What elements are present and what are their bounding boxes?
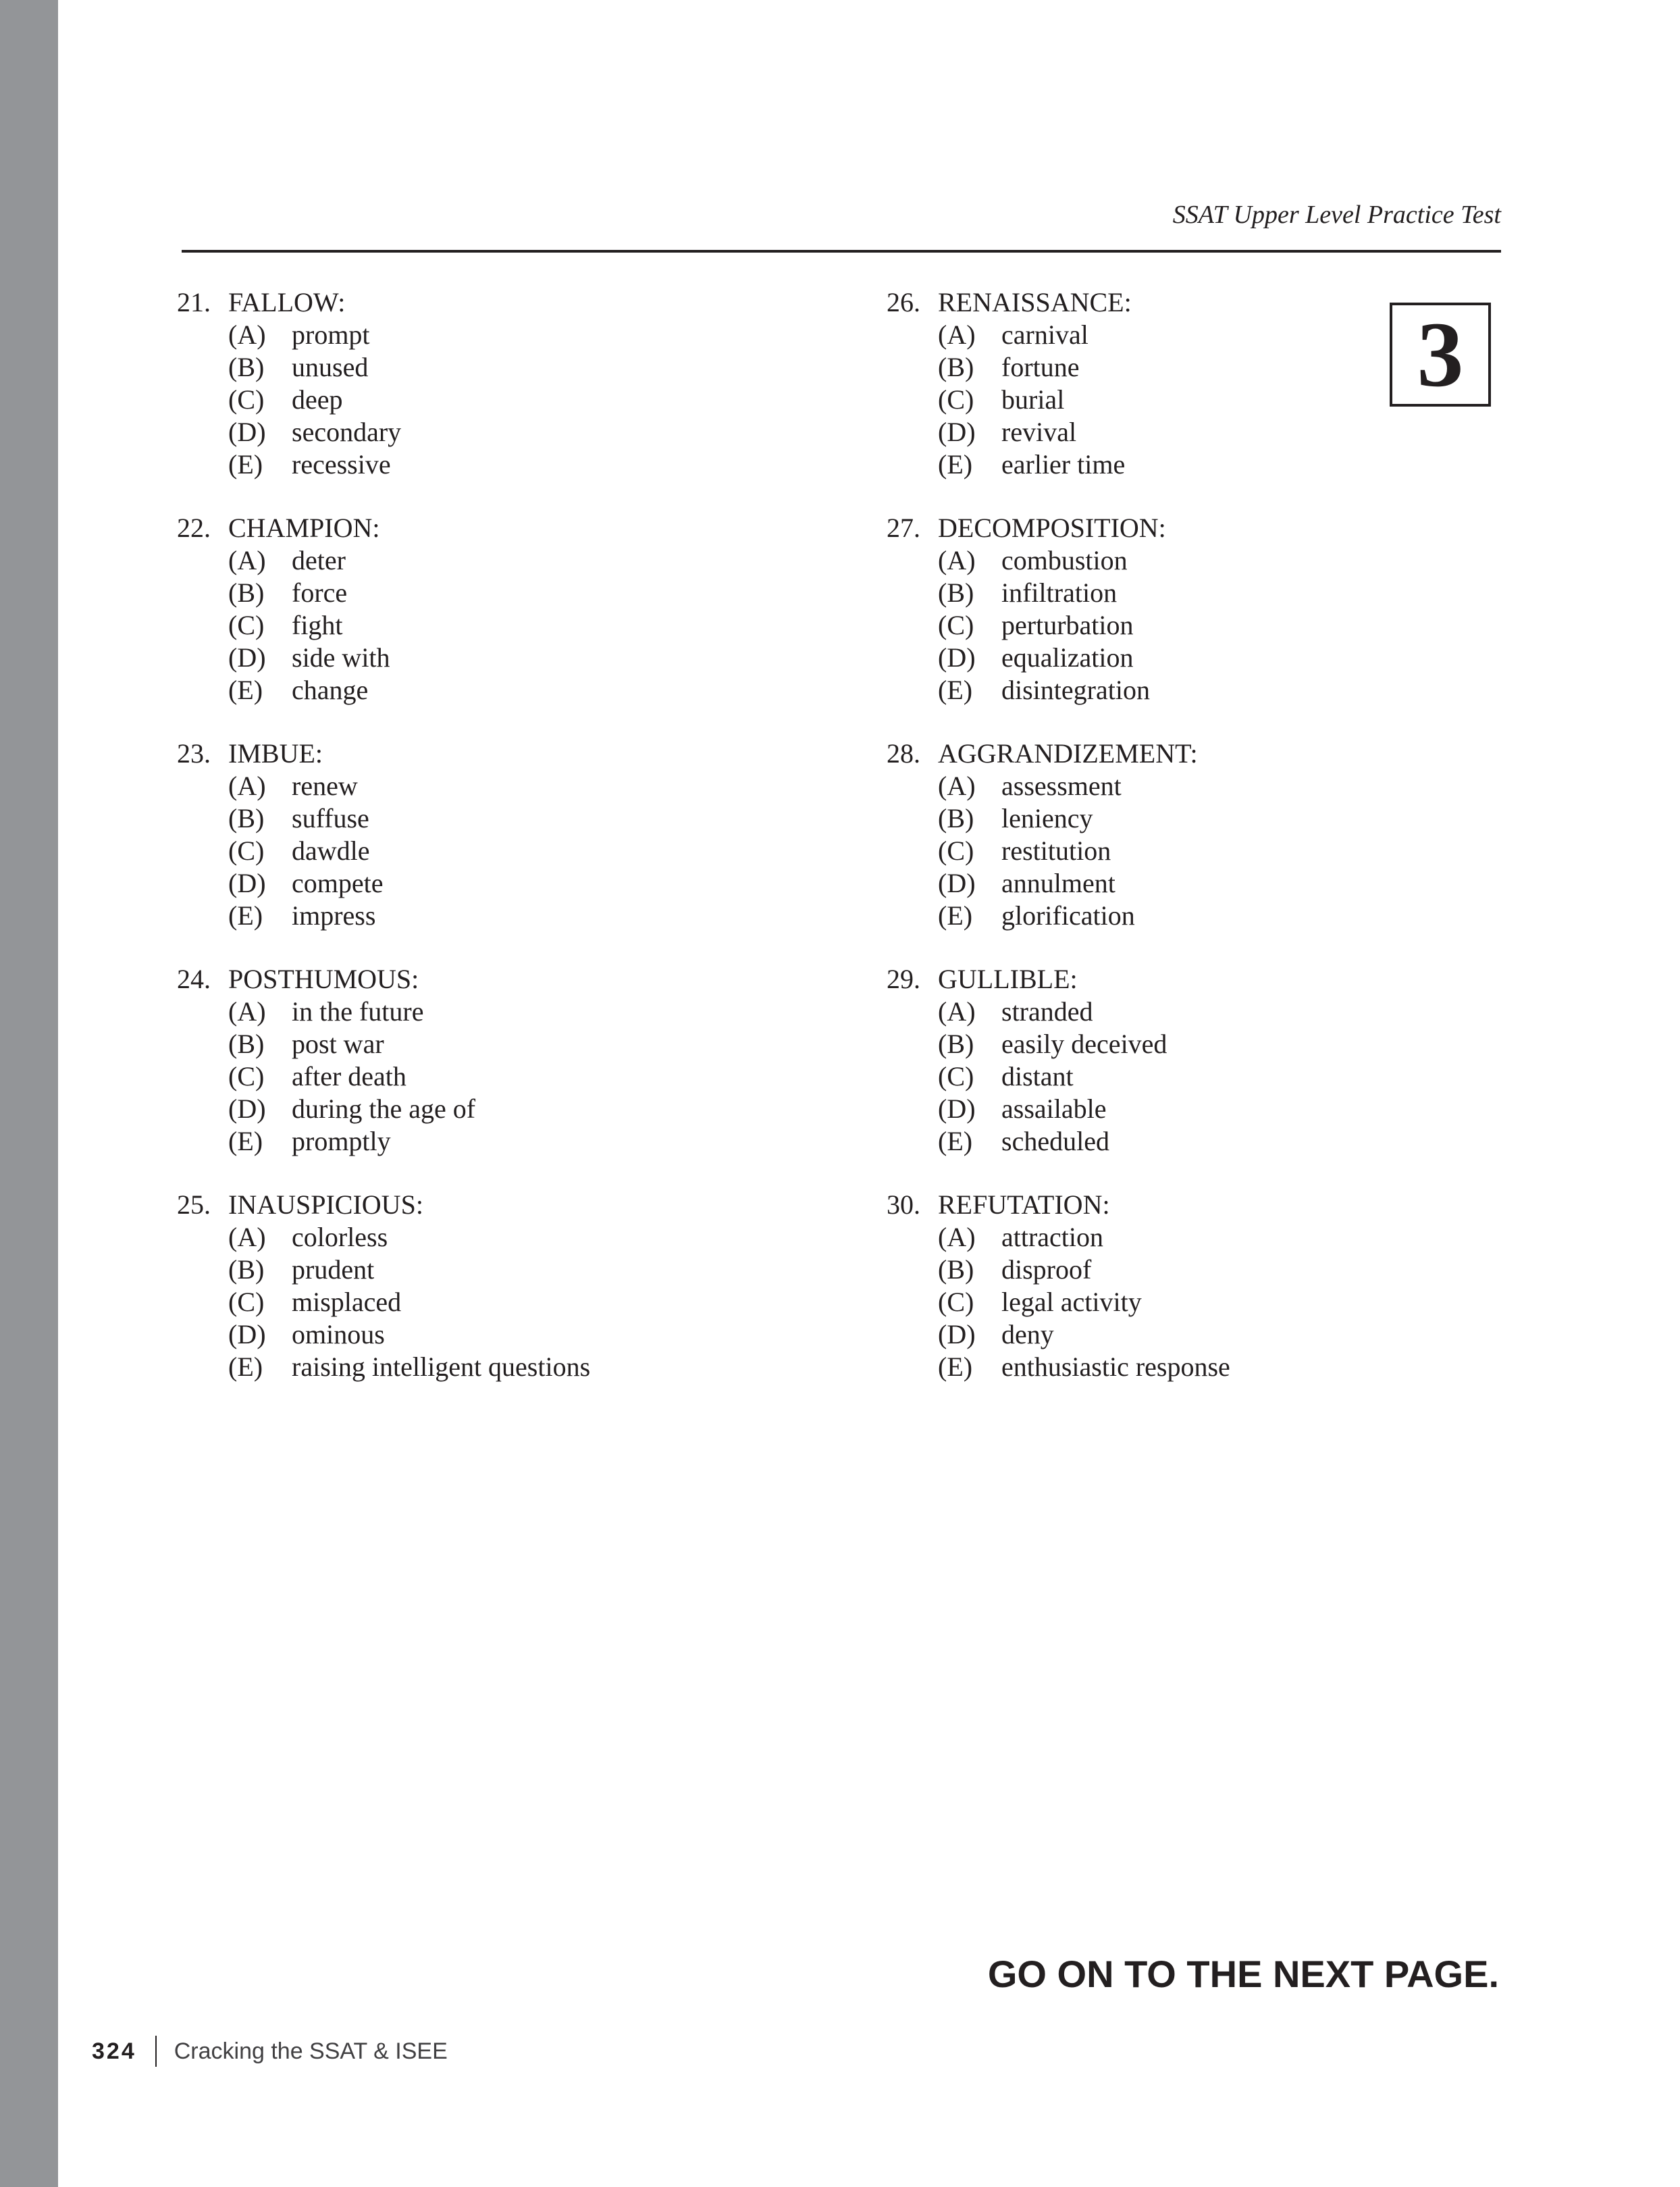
choice-text: promptly — [292, 1126, 391, 1156]
question-item — [177, 286, 590, 481]
choice-letter: (B) — [228, 1254, 265, 1285]
answer-choice — [938, 1060, 1230, 1093]
answer-choice — [228, 867, 590, 900]
choice-text: infiltration — [1001, 577, 1118, 608]
header-rule — [182, 250, 1501, 253]
answer-choice — [228, 1221, 590, 1254]
question-item — [887, 1189, 1230, 1383]
choice-letter: (C) — [228, 610, 265, 640]
answer-choice — [938, 674, 1230, 706]
question-word: RENAISSANCE: — [938, 287, 1132, 317]
question-word: INAUSPICIOUS: — [228, 1189, 423, 1220]
answer-choice — [938, 1125, 1230, 1158]
choice-letter: (B) — [228, 1029, 265, 1059]
choice-text: colorless — [292, 1222, 388, 1252]
question-word: REFUTATION: — [938, 1189, 1110, 1220]
choice-letter: (E) — [938, 900, 973, 931]
question-number: 21. — [177, 287, 211, 317]
question-item — [887, 286, 1230, 481]
question-word: FALLOW: — [228, 287, 346, 317]
choice-letter: (C) — [228, 1287, 265, 1317]
choice-text: suffuse — [292, 803, 369, 833]
question-number: 26. — [887, 287, 920, 317]
choice-text: revival — [1001, 417, 1077, 447]
choice-letter: (B) — [938, 352, 974, 382]
answer-choice — [938, 1254, 1230, 1286]
answer-choice — [228, 1318, 590, 1351]
answer-choice — [938, 448, 1230, 481]
choice-text: stranded — [1001, 996, 1093, 1027]
question-item — [887, 963, 1230, 1158]
question-stem — [177, 286, 590, 319]
question-stem — [887, 963, 1230, 996]
choice-letter: (D) — [228, 1319, 266, 1349]
answer-choice — [938, 577, 1230, 609]
choice-text: enthusiastic response — [1001, 1352, 1230, 1382]
choice-letter: (A) — [938, 771, 976, 801]
question-column-left — [177, 286, 590, 1414]
question-word: GULLIBLE: — [938, 964, 1078, 994]
question-stem — [887, 1189, 1230, 1221]
choice-text: scheduled — [1001, 1126, 1109, 1156]
choice-text: deny — [1001, 1319, 1054, 1349]
choice-letter: (D) — [938, 1094, 976, 1124]
answer-choice — [228, 1093, 590, 1125]
choice-letter: (D) — [228, 417, 266, 447]
answer-choice — [228, 900, 590, 932]
choice-text: after death — [292, 1061, 406, 1091]
answer-choice — [228, 351, 590, 384]
question-word: POSTHUMOUS: — [228, 964, 419, 994]
answer-choice — [228, 1125, 590, 1158]
answer-choice — [228, 674, 590, 706]
choice-text: burial — [1001, 384, 1065, 415]
choice-text: prudent — [292, 1254, 375, 1285]
choice-text: assailable — [1001, 1094, 1107, 1124]
choice-text: raising intelligent questions — [292, 1352, 591, 1382]
question-stem — [887, 512, 1230, 544]
answer-choice — [228, 1286, 590, 1318]
answer-choices — [887, 996, 1230, 1158]
answer-choice — [228, 1028, 590, 1060]
choice-letter: (C) — [938, 835, 974, 866]
question-word: IMBUE: — [228, 738, 323, 769]
running-head-title: SSAT Upper Level Practice Test — [1172, 201, 1501, 229]
choice-text: renew — [292, 771, 358, 801]
choice-letter: (E) — [938, 1126, 973, 1156]
question-item — [887, 738, 1230, 932]
choice-letter: (A) — [228, 319, 266, 350]
question-item — [177, 512, 590, 706]
choice-letter: (A) — [938, 319, 976, 350]
choice-letter: (E) — [228, 1352, 263, 1382]
choice-text: post war — [292, 1029, 384, 1059]
answer-choices — [177, 996, 590, 1158]
answer-choice — [938, 867, 1230, 900]
choice-letter: (A) — [938, 996, 976, 1027]
question-stem — [177, 1189, 590, 1221]
choice-text: distant — [1001, 1061, 1074, 1091]
choice-text: fortune — [1001, 352, 1080, 382]
choice-text: perturbation — [1001, 610, 1134, 640]
choice-letter: (D) — [228, 868, 266, 898]
answer-choice — [228, 1060, 590, 1093]
book-title: Cracking the SSAT & ISEE — [174, 2038, 448, 2064]
choice-letter: (E) — [938, 1352, 973, 1382]
answer-choice — [228, 835, 590, 867]
choice-text: impress — [292, 900, 376, 931]
question-word: CHAMPION: — [228, 513, 380, 543]
choice-text: in the future — [292, 996, 424, 1027]
answer-choice — [228, 448, 590, 481]
choice-letter: (A) — [228, 771, 266, 801]
answer-choice — [228, 996, 590, 1028]
footer-divider — [155, 2036, 157, 2067]
answer-choice — [938, 1221, 1230, 1254]
choice-letter: (E) — [228, 449, 263, 480]
side-margin-bar — [0, 0, 58, 2187]
answer-choice — [938, 609, 1230, 642]
answer-choice — [228, 609, 590, 642]
choice-text: unused — [292, 352, 369, 382]
question-stem — [887, 738, 1230, 770]
page-footer — [92, 2036, 448, 2067]
answer-choice — [228, 770, 590, 802]
question-number: 29. — [887, 964, 920, 994]
question-word: AGGRANDIZEMENT: — [938, 738, 1198, 769]
choice-letter: (D) — [228, 642, 266, 673]
choice-letter: (C) — [938, 384, 974, 415]
question-stem — [887, 286, 1230, 319]
go-on-instruction: GO ON TO THE NEXT PAGE. — [987, 1953, 1499, 1995]
question-number: 28. — [887, 738, 920, 769]
question-column-right — [887, 286, 1230, 1414]
choice-text: leniency — [1001, 803, 1093, 833]
choice-letter: (C) — [228, 1061, 265, 1091]
choice-text: side with — [292, 642, 390, 673]
answer-choice — [938, 642, 1230, 674]
answer-choices — [887, 770, 1230, 932]
choice-text: recessive — [292, 449, 391, 480]
choice-letter: (D) — [938, 868, 976, 898]
choice-text: restitution — [1001, 835, 1111, 866]
choice-text: legal activity — [1001, 1287, 1142, 1317]
choice-text: disproof — [1001, 1254, 1092, 1285]
choice-letter: (A) — [228, 996, 266, 1027]
choice-text: secondary — [292, 417, 402, 447]
choice-text: ominous — [292, 1319, 385, 1349]
choice-letter: (C) — [228, 835, 265, 866]
choice-letter: (C) — [938, 610, 974, 640]
answer-choice — [938, 1028, 1230, 1060]
question-number: 23. — [177, 738, 211, 769]
answer-choice — [938, 1351, 1230, 1383]
choice-text: force — [292, 577, 348, 608]
choice-text: carnival — [1001, 319, 1088, 350]
choice-text: earlier time — [1001, 449, 1126, 480]
choice-text: glorification — [1001, 900, 1135, 931]
choice-letter: (E) — [228, 900, 263, 931]
page-number: 324 — [92, 2038, 136, 2064]
choice-text: change — [292, 675, 369, 705]
answer-choices — [177, 544, 590, 706]
answer-choice — [228, 642, 590, 674]
answer-choice — [938, 544, 1230, 577]
answer-choice — [228, 1254, 590, 1286]
answer-choice — [938, 319, 1230, 351]
answer-choice — [228, 384, 590, 416]
answer-choice — [228, 319, 590, 351]
choice-text: attraction — [1001, 1222, 1104, 1252]
choice-letter: (B) — [938, 803, 974, 833]
choice-text: prompt — [292, 319, 370, 350]
choice-letter: (B) — [228, 577, 265, 608]
answer-choices — [887, 319, 1230, 481]
question-number: 24. — [177, 964, 211, 994]
choice-text: assessment — [1001, 771, 1122, 801]
question-item — [887, 512, 1230, 706]
choice-letter: (C) — [938, 1287, 974, 1317]
choice-letter: (E) — [228, 1126, 263, 1156]
answer-choice — [228, 1351, 590, 1383]
question-number: 22. — [177, 513, 211, 543]
choice-text: disintegration — [1001, 675, 1150, 705]
answer-choice — [228, 577, 590, 609]
choice-text: compete — [292, 868, 384, 898]
question-number: 25. — [177, 1189, 211, 1220]
choice-letter: (A) — [938, 1222, 976, 1252]
choice-text: dawdle — [292, 835, 370, 866]
choice-letter: (B) — [938, 577, 974, 608]
question-item — [177, 1189, 590, 1383]
answer-choice — [938, 770, 1230, 802]
choice-text: fight — [292, 610, 343, 640]
question-word: DECOMPOSITION: — [938, 513, 1166, 543]
choice-letter: (B) — [228, 352, 265, 382]
question-stem — [177, 738, 590, 770]
choice-text: during the age of — [292, 1094, 476, 1124]
choice-text: easily deceived — [1001, 1029, 1167, 1059]
answer-choice — [938, 996, 1230, 1028]
choice-letter: (A) — [938, 545, 976, 575]
choice-letter: (A) — [228, 545, 266, 575]
choice-text: combustion — [1001, 545, 1128, 575]
answer-choice — [938, 1286, 1230, 1318]
choice-letter: (D) — [938, 642, 976, 673]
choice-letter: (C) — [938, 1061, 974, 1091]
answer-choice — [938, 835, 1230, 867]
question-number: 27. — [887, 513, 920, 543]
section-number-box: 3 — [1390, 303, 1491, 407]
question-stem — [177, 512, 590, 544]
answer-choice — [938, 384, 1230, 416]
answer-choices — [887, 1221, 1230, 1383]
choice-letter: (C) — [228, 384, 265, 415]
answer-choice — [938, 802, 1230, 835]
choice-text: deep — [292, 384, 343, 415]
answer-choice — [938, 900, 1230, 932]
answer-choice — [938, 1093, 1230, 1125]
answer-choices — [177, 319, 590, 481]
choice-letter: (E) — [938, 449, 973, 480]
choice-letter: (B) — [938, 1029, 974, 1059]
answer-choices — [177, 770, 590, 932]
choice-text: deter — [292, 545, 346, 575]
answer-choices — [887, 544, 1230, 706]
choice-text: misplaced — [292, 1287, 402, 1317]
answer-choice — [228, 802, 590, 835]
question-stem — [177, 963, 590, 996]
question-number: 30. — [887, 1189, 920, 1220]
choice-letter: (A) — [228, 1222, 266, 1252]
choice-text: equalization — [1001, 642, 1134, 673]
choice-letter: (E) — [228, 675, 263, 705]
choice-text: annulment — [1001, 868, 1115, 898]
choice-letter: (D) — [228, 1094, 266, 1124]
question-item — [177, 738, 590, 932]
question-item — [177, 963, 590, 1158]
answer-choice — [938, 351, 1230, 384]
answer-choice — [938, 416, 1230, 448]
choice-letter: (D) — [938, 1319, 976, 1349]
choice-letter: (B) — [938, 1254, 974, 1285]
choice-letter: (D) — [938, 417, 976, 447]
choice-letter: (E) — [938, 675, 973, 705]
answer-choice — [228, 416, 590, 448]
choice-letter: (B) — [228, 803, 265, 833]
answer-choices — [177, 1221, 590, 1383]
answer-choice — [228, 544, 590, 577]
answer-choice — [938, 1318, 1230, 1351]
